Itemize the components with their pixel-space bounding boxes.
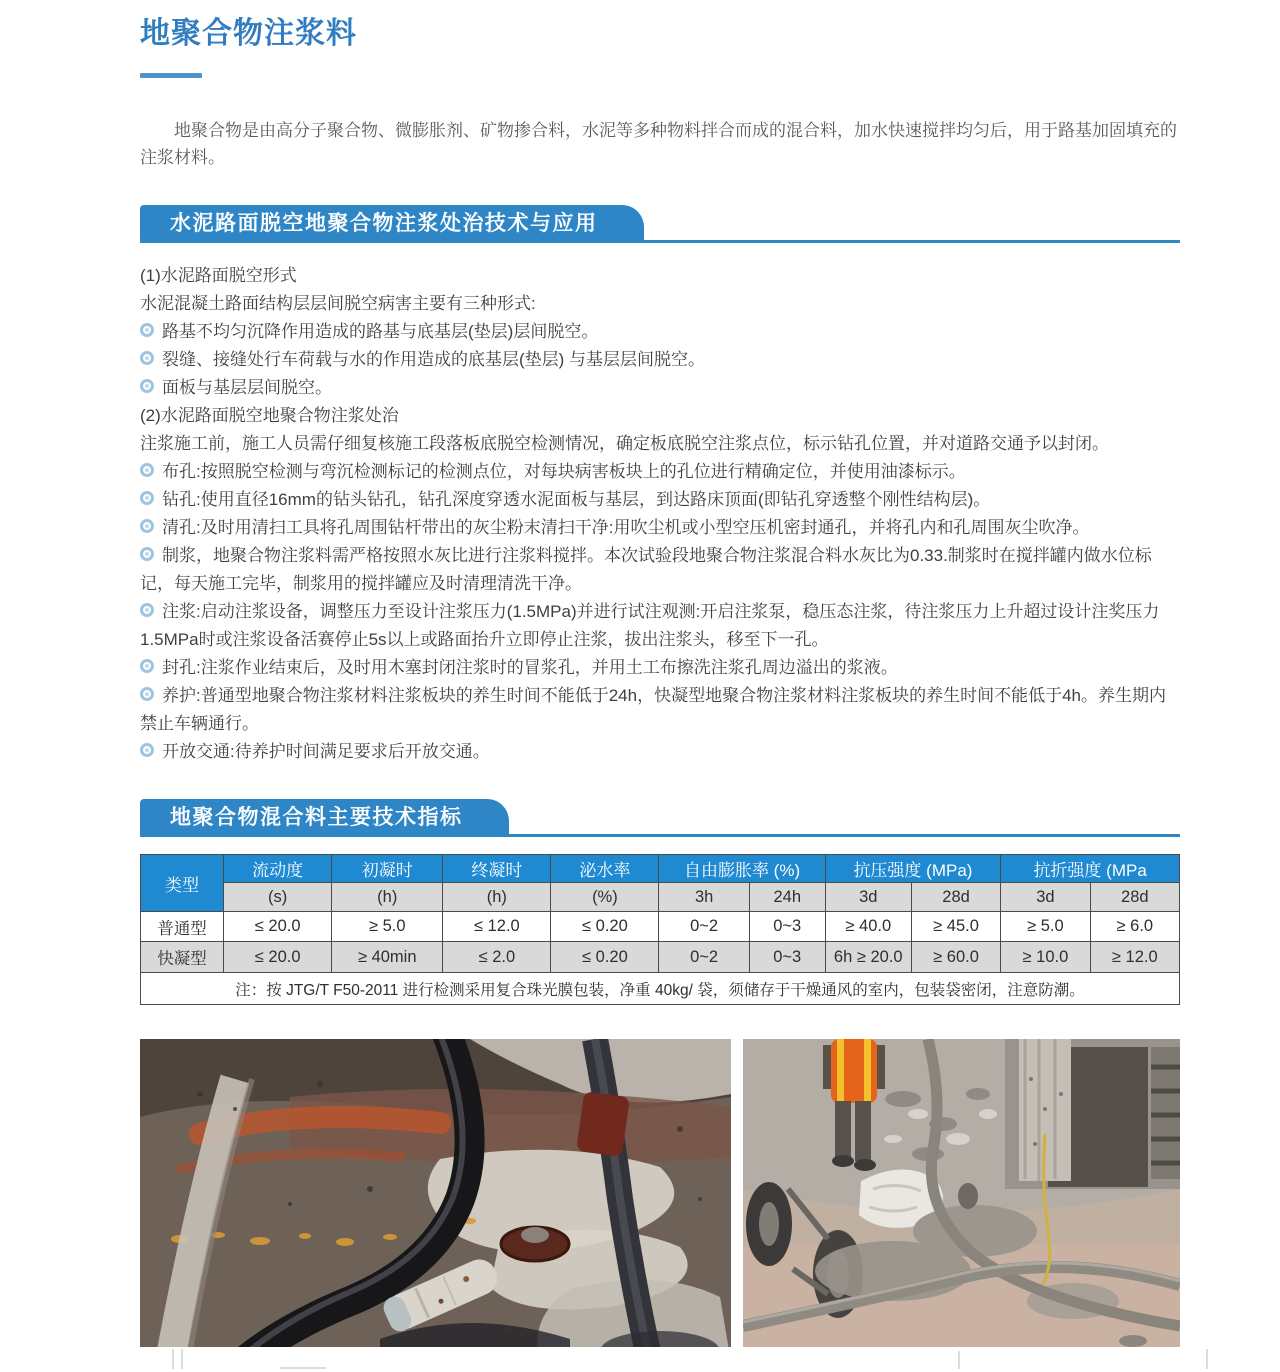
table-unit-cell: (%)	[551, 883, 659, 912]
table-header-cell: 抗折强度 (MPa	[1001, 855, 1180, 883]
table-cell: 0~3	[749, 942, 825, 973]
body-line: 面板与基层层间脱空。	[140, 374, 1180, 402]
table-cell: 0~2	[659, 942, 749, 973]
table-unit-cell: 24h	[749, 883, 825, 912]
page-bottom-strip	[0, 1347, 1280, 1372]
ring-bullet-icon	[140, 547, 154, 561]
row-type-cell: 普通型	[141, 912, 224, 942]
construction-site-illustration	[743, 1039, 1180, 1362]
table-header-cell: 类型	[141, 855, 224, 912]
ring-bullet-icon	[140, 323, 154, 337]
grouting-construction-site-photo	[743, 1039, 1180, 1362]
table-cell: 0~3	[749, 912, 825, 942]
body-line: 清孔:及时用清扫工具将孔周围钻杆带出的灰尘粉末清扫干净:用吹尘机或小型空压机密封通孔，并将孔内和孔周围灰尘吹净。	[140, 514, 1180, 542]
table-header-cell: 泌水率	[551, 855, 659, 883]
table-header-row-1	[141, 855, 1180, 883]
table-cell: ≥ 40min	[332, 942, 443, 973]
table-unit-cell: 28d	[911, 883, 1000, 912]
table-header-cell: 自由膨胀率 (%)	[659, 855, 825, 883]
table-header-cell: 抗压强度 (MPa)	[825, 855, 1001, 883]
table-header-cell: 流动度	[224, 855, 332, 883]
table-cell: ≤ 20.0	[224, 912, 332, 942]
table-cell: ≤ 12.0	[443, 912, 551, 942]
body-line: 布孔:按照脱空检测与弯沉检测标记的检测点位，对每块病害板块上的孔位进行精确定位，并使用油漆标示。	[140, 458, 1180, 486]
table-cell: 6h ≥ 20.0	[825, 942, 911, 973]
body-line: 制浆，地聚合物注浆料需严格按照水灰比进行注浆料搅拌。本次试验段地聚合物注浆混合料水灰比为0.33.制浆时在搅拌罐内做水位标记，每天施工完毕，制浆用的搅拌罐应及时清理清洗干净。	[140, 546, 1152, 593]
grouting-hose-on-pavement-photo	[140, 1039, 731, 1362]
body-line: 封孔:注浆作业结束后，及时用木塞封闭注浆时的冒浆孔，并用土工布擦洗注浆孔周边溢出的浆液。	[140, 654, 1180, 682]
table-header-cell: 终凝时	[443, 855, 551, 883]
table-note-cell: 注：按 JTG/T F50-2011 进行检测采用复合珠光膜包装，净重 40kg/ 袋，须储存于干燥通风的室内，包装袋密闭，注意防潮。	[141, 973, 1180, 1005]
faint-mark	[1206, 1349, 1208, 1369]
ring-bullet-icon	[140, 351, 154, 365]
table-note-row	[141, 973, 1180, 1005]
table-cell: ≥ 12.0	[1090, 942, 1179, 973]
faint-mark	[280, 1367, 326, 1369]
ring-bullet-icon	[140, 743, 154, 757]
table-cell: ≥ 5.0	[332, 912, 443, 942]
ring-bullet-icon	[140, 463, 154, 477]
table-unit-cell: 28d	[1090, 883, 1179, 912]
ring-bullet-icon	[140, 491, 154, 505]
ring-bullet-icon	[140, 519, 154, 533]
body-line: 裂缝、接缝处行车荷载与水的作用造成的底基层(垫层) 与基层层间脱空。	[140, 346, 1180, 374]
title-underline-dash	[140, 73, 202, 78]
ring-bullet-icon	[140, 379, 154, 393]
table-cell: ≥ 40.0	[825, 912, 911, 942]
table-unit-cell: 3d	[825, 883, 911, 912]
table-cell: ≤ 0.20	[551, 942, 659, 973]
table-cell: ≥ 5.0	[1001, 912, 1090, 942]
section1-body	[140, 262, 1180, 766]
table-row	[141, 912, 1180, 942]
table-cell: ≤ 20.0	[224, 942, 332, 973]
body-line: 养护:普通型地聚合物注浆材料注浆板块的养生时间不能低于24h，快凝型地聚合物注浆材料注浆板块的养生时间不能低于4h。养生期内禁止车辆通行。	[140, 686, 1166, 733]
table-cell: ≤ 0.20	[551, 912, 659, 942]
intro-paragraph: 地聚合物是由高分子聚合物、微膨胀剂、矿物掺合料，水泥等多种物料拌合而成的混合料，加水快速搅拌均匀后，用于路基加固填充的注浆材料。	[140, 121, 1177, 167]
faint-mark	[958, 1351, 960, 1369]
spec-table	[140, 854, 1180, 1005]
table-cell: ≥ 60.0	[911, 942, 1000, 973]
table-unit-cell: (s)	[224, 883, 332, 912]
faint-mark	[181, 1349, 183, 1369]
body-line: 水泥混凝土路面结构层层间脱空病害主要有三种形式:	[140, 294, 536, 313]
photo-row	[140, 1039, 1180, 1362]
body-line: 开放交通:待养护时间满足要求后开放交通。	[140, 738, 1180, 766]
section1-heading: 水泥路面脱空地聚合物注浆处治技术与应用	[140, 205, 644, 243]
table-header-row-2	[141, 883, 1180, 912]
section1-banner-row	[140, 205, 1180, 243]
table-header-cell: 初凝时	[332, 855, 443, 883]
faint-mark	[172, 1349, 174, 1369]
body-line: (1)水泥路面脱空形式	[140, 266, 297, 285]
section2-heading: 地聚合物混合料主要技术指标	[140, 799, 509, 837]
table-unit-cell: 3h	[659, 883, 749, 912]
row-type-cell: 快凝型	[141, 942, 224, 973]
ring-bullet-icon	[140, 603, 154, 617]
body-line: 路基不均匀沉降作用造成的路基与底基层(垫层)层间脱空。	[140, 318, 1180, 346]
body-line: 注浆施工前，施工人员需仔细复核施工段落板底脱空检测情况，确定板底脱空注浆点位，标示钻孔位置，并对道路交通予以封闭。	[140, 434, 1109, 453]
page-content	[140, 0, 1180, 1362]
body-line: 钻孔:使用直径16mm的钻头钻孔，钻孔深度穿透水泥面板与基层，到达路床顶面(即钻孔穿透整个刚性结构层)。	[140, 486, 1180, 514]
table-cell: 0~2	[659, 912, 749, 942]
ring-bullet-icon	[140, 687, 154, 701]
table-unit-cell: (h)	[443, 883, 551, 912]
table-row	[141, 942, 1180, 973]
table-cell: ≥ 45.0	[911, 912, 1000, 942]
table-cell: ≥ 6.0	[1090, 912, 1179, 942]
pavement-photo-illustration	[140, 1039, 731, 1362]
body-line: 注浆:启动注浆设备，调整压力至设计注浆压力(1.5MPa)并进行试注观测:开启注浆泵，稳压态注浆，待注浆压力上升超过设计注奖压力1.5MPa时或注浆设备活赛停止5s以上或路面抬升立即停止注浆，拔出注浆头，移至下一孔。	[140, 602, 1160, 649]
ring-bullet-icon	[140, 659, 154, 673]
table-cell: ≥ 10.0	[1001, 942, 1090, 973]
table-cell: ≤ 2.0	[443, 942, 551, 973]
section2-banner-row	[140, 799, 1180, 837]
table-unit-cell: (h)	[332, 883, 443, 912]
body-line: (2)水泥路面脱空地聚合物注浆处治	[140, 406, 399, 425]
table-unit-cell: 3d	[1001, 883, 1090, 912]
page-title: 地聚合物注浆料	[140, 17, 357, 50]
